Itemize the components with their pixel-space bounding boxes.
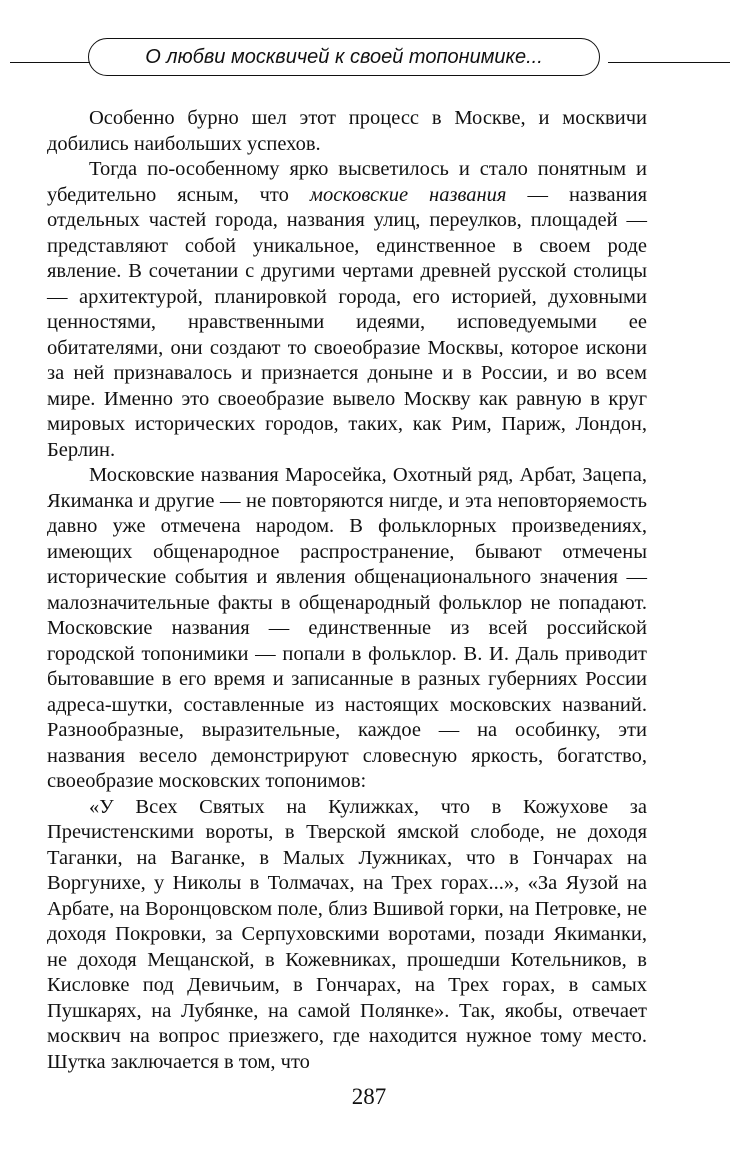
text-segment: — названия отдельных частей города, названия улиц, переулков, площадей — представляют собой уникальное, единственное в своем роде явление. В сочетании с другими чертами древней русской столицы — архитектурой, планировкой города, его историей, духовными ценностями, нравственными идеями, исповедуемыми ее обитателями, они создают то своеобразие Москвы, которое искони за ней признавалось и признается доныне и в России, и во всем мире. Именно это своеобразие вывело Москву как равную в круг мировых исторических городов, таких, как Рим, Париж, Лондон, Берлин. (47, 183, 648, 461)
running-header-title: О любви москвичей к своей топонимике... (145, 45, 543, 68)
header-rule-left (10, 62, 90, 63)
paragraph (47, 106, 647, 157)
body-text (47, 106, 647, 1075)
paragraph (47, 795, 647, 1076)
text-segment: «У Всех Святых на Кулижках, что в Кожухове за Пречистенскими вороты, в Тверской ямской слободе, не доходя Таганки, на Ваганке, в Малых Лужниках, что в Гончарах на Воргунихе, у Николы в Толмачах, на Трех горах...», «За Яузой на Арбате, на Воронцовском поле, близ Вшивой горки, на Петровке, не доходя Покровки, за Серпуховскими воротами, позади Якиманки, не доходя Мещанской, в Кожевниках, прошедши Котельников, в Кисловке под Девичьим, в Гончарах, на Трех горах, в самых Пушкарях, на Лубянке, на самой Полянке». Так, якобы, отвечает москвич на вопрос приезжего, где находится нужное тому место. Шутка заключается в том, что (47, 795, 647, 1073)
header-rule-right (608, 62, 730, 63)
page-number: 287 (351, 1084, 387, 1109)
paragraph (47, 463, 647, 795)
text-segment: Московские названия Маросейка, Охотный ряд, Арбат, Зацепа, Якиманка и другие — не повторяются нигде, и эта неповторяемость давно уже отмечена народом. В фольклорных произведениях, имеющих общенародное распространение, бывают отмечены исторические события и явления общенационального значения — малозначительные факты в общенародный фольклор не попадают. Московские названия — единственные из всей российской городской топонимики — попали в фольклор. В. И. Даль приводит бытовавшие в его время и записанные в разных губерниях России адреса-шутки, составленные из настоящих московских названий. Разнообразные, выразительные, каждое — на особинку, эти названия весело демонстрируют словесную яркость, богатство, своеобразие московских топонимов: (47, 464, 647, 792)
running-header (88, 38, 600, 76)
paragraph (47, 157, 647, 463)
italic-term: московские названия (309, 183, 507, 206)
text-segment: Тогда по-особенному ярко высветилось и стало понятным и убедительно ясным, что (47, 158, 647, 206)
text-segment: Особенно бурно шел этот процесс в Москве, и москвичи добились наибольших успехов. (47, 107, 647, 155)
